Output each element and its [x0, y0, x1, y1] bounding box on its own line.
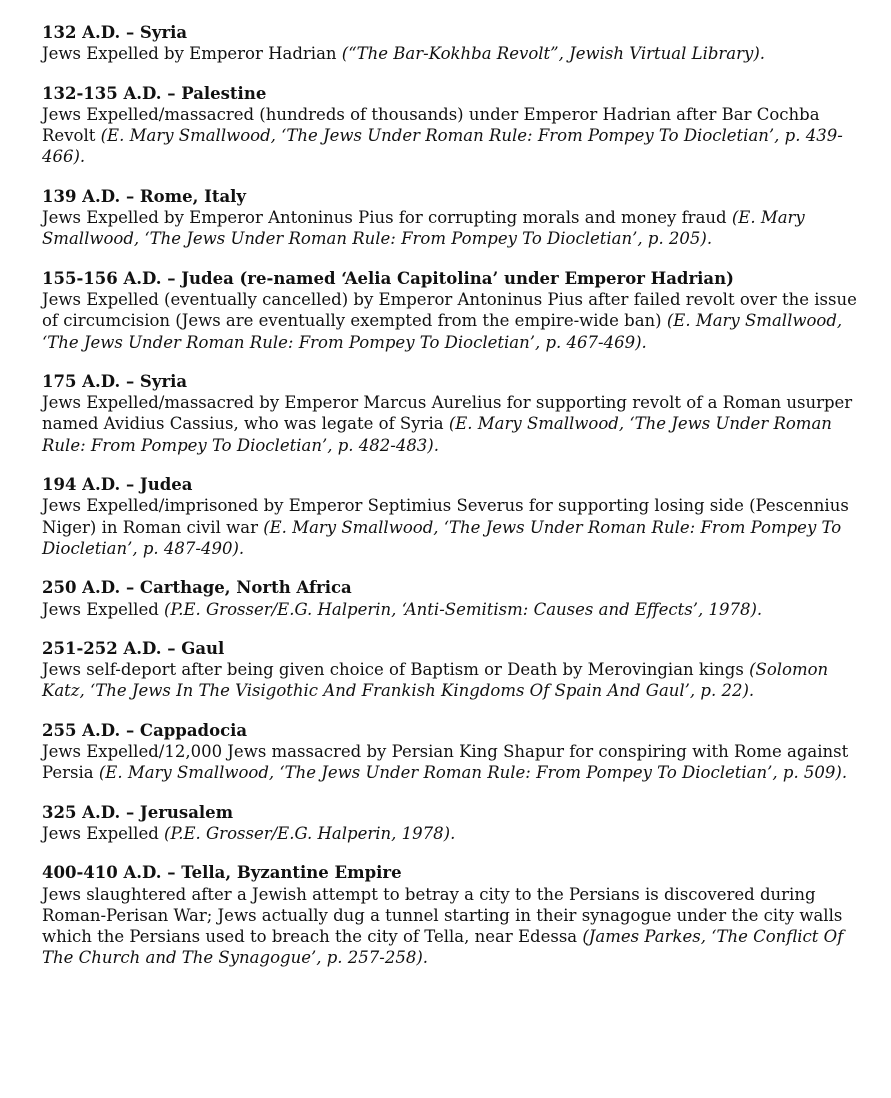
entry-body — [42, 495, 860, 559]
entry-body — [42, 741, 860, 784]
entry-citation: (E. Mary Smallwood, ‘The Jews Under Roman Rule: From Pompey To Diocletian’, p. 467-469). — [42, 311, 843, 352]
entry-citation: (E. Mary Smallwood, ‘The Jews Under Roman Rule: From Pompey To Diocletian’, p. 482-483). — [42, 414, 832, 455]
entry-body — [42, 104, 860, 168]
entry-heading: 175 A.D. – Syria — [42, 371, 188, 391]
entry-400-410-tella — [42, 862, 860, 968]
entry-heading: 132 A.D. – Syria — [42, 23, 188, 42]
entry-citation: (James Parkes, ‘The Conflict Of The Church and The Synagogue’, p. 257-258). — [42, 927, 844, 968]
entry-194-judea — [42, 474, 860, 559]
entry-heading: 255 A.D. – Cappadocia — [42, 720, 248, 740]
entry-body — [42, 823, 860, 844]
entry-citation: (P.E. Grosser/E.G. Halperin, ‘Anti-Semitism: Causes and Effects’, 1978). — [164, 599, 763, 619]
entry-heading: 400-410 A.D. – Tella, Byzantine Empire — [42, 863, 402, 883]
entry-heading: 132-135 A.D. – Palestine — [42, 83, 267, 103]
entry-citation: (E. Mary Smallwood, ‘The Jews Under Roman Rule: From Pompey To Diocletian’, p. 509). — [98, 763, 848, 783]
entry-heading: 155-156 A.D. – Judea (re-named ‘Aelia Capitolina’ under Emperor Hadrian) — [42, 268, 734, 288]
entry-text: Jews slaughtered after a Jewish attempt to betray a city to the Persians is discovered during Roman-Perisan War; Jews actually dug a tunnel starting in their synagogue under the city walls which the Persians used to breach the city of Tella, near Edessa — [42, 884, 843, 947]
entry-body — [42, 43, 860, 64]
entry-citation: (P.E. Grosser/E.G. Halperin, 1978). — [164, 823, 456, 843]
entry-text: Jews Expelled/imprisoned by Emperor Septimius Severus for supporting losing side (Pescennius Niger) in Roman civil war — [42, 496, 849, 537]
entry-175-syria — [42, 371, 860, 456]
entry-325-jerusalem — [42, 802, 860, 845]
entry-text: Jews Expelled by Emperor Antoninus Pius for corrupting morals and money fraud — [42, 208, 732, 228]
entry-heading: 251-252 A.D. – Gaul — [42, 638, 225, 658]
entry-text: Jews Expelled/massacred by Emperor Marcus Aurelius for supporting revolt of a Roman usurper named Avidius Cassius, who was legate of Syria — [42, 393, 853, 434]
entry-body — [42, 207, 860, 250]
entry-text: Jews Expelled/massacred (hundreds of thousands) under Emperor Hadrian after Bar Cochba Revolt — [42, 104, 820, 146]
document-page — [42, 22, 860, 987]
entry-139-rome — [42, 186, 860, 250]
entry-250-carthage — [42, 577, 860, 620]
entry-body — [42, 599, 860, 620]
entry-text: Jews Expelled — [42, 823, 165, 843]
entry-text: Jews self-deport after being given choice of Baptism or Death by Merovingian kings — [42, 660, 750, 680]
entry-heading: 325 A.D. – Jerusalem — [42, 802, 234, 822]
entry-text: Jews Expelled/12,000 Jews massacred by Persian King Shapur for conspiring with Rome against Persia — [42, 742, 849, 783]
entry-citation: (E. Mary Smallwood, ‘The Jews Under Roman Rule: From Pompey To Diocletian’, p. 439-466). — [42, 126, 843, 167]
entry-citation: (E. Mary Smallwood, ‘The Jews Under Roman Rule: From Pompey To Diocletian’, p. 205). — [42, 208, 805, 249]
entry-body — [42, 289, 860, 353]
entry-body — [42, 392, 860, 456]
entry-132-135-palestine — [42, 83, 860, 168]
entry-255-cappadocia — [42, 720, 860, 784]
entry-citation: (Solomon Katz, ‘The Jews In The Visigothic And Frankish Kingdoms Of Spain And Gaul’, p. 22). — [42, 660, 829, 701]
entry-body — [42, 884, 860, 969]
entry-155-156-judea — [42, 268, 860, 353]
entry-body — [42, 659, 860, 702]
entry-251-252-gaul — [42, 638, 860, 702]
entry-heading: 139 A.D. – Rome, Italy — [42, 186, 246, 206]
entry-heading: 250 A.D. – Carthage, North Africa — [42, 578, 352, 598]
entry-heading: 194 A.D. – Judea — [42, 475, 193, 495]
entry-text: Jews Expelled by Emperor Hadrian — [42, 44, 342, 64]
entry-132-syria — [42, 22, 860, 65]
entry-citation: (E. Mary Smallwood, ‘The Jews Under Roman Rule: From Pompey To Diocletian’, p. 487-490). — [42, 517, 842, 558]
entry-text: Jews Expelled — [42, 599, 165, 619]
entry-text: Jews Expelled (eventually cancelled) by Emperor Antoninus Pius after failed revolt over the issue of circumcision (Jews are eventually exempted from the empire-wide ban) — [42, 289, 857, 331]
entry-citation: (“The Bar-Kokhba Revolt”, Jewish Virtual Library). — [341, 44, 766, 64]
